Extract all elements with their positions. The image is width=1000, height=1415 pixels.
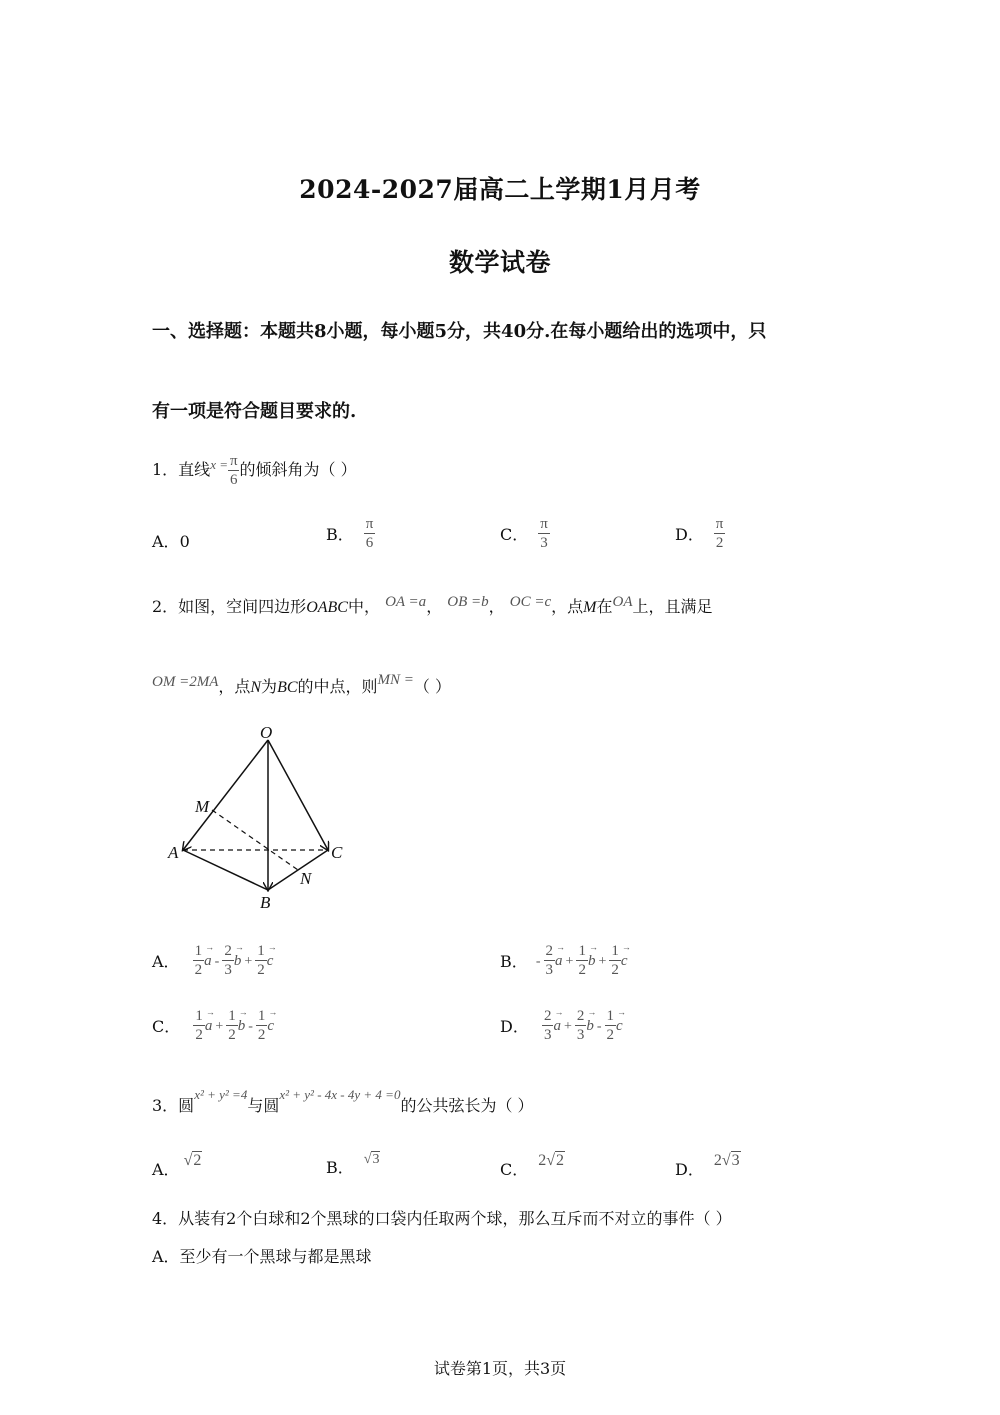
q2-option-c[interactable]: C． $\frac{1}{2}$ → a + $\frac{1}{2}$ → b - $\frac{1}{2}$ → c: [152, 1007, 274, 1044]
q3-option-c[interactable]: C． 2√2: [500, 1152, 565, 1179]
q1-option-b[interactable]: B． $\frac{\pi}{6}$: [326, 516, 374, 551]
q3-option-a[interactable]: A． √2: [152, 1152, 202, 1179]
question-1-fraction: $\frac{\pi}{6}$: [229, 453, 238, 488]
q2-option-d[interactable]: D． $\frac{2}{3}$ → a + $\frac{2}{3}$ → b - $\frac{1}{2}$ → c: [500, 1007, 623, 1044]
question-1: [152, 452, 357, 489]
q3-option-b[interactable]: B． √3: [326, 1152, 380, 1177]
question-1-lhs: x =: [210, 457, 228, 472]
section-heading-line2: 有一项是符合题目要求的.: [152, 401, 357, 422]
label-a: A: [168, 843, 179, 862]
q2-option-b[interactable]: B． - $\frac{2}{3}$ → a + $\frac{1}{2}$ → b + $\frac{1}{2}$ → c: [500, 942, 628, 979]
label-m: M: [195, 797, 210, 816]
vector-eq-ob: OB =b: [447, 594, 489, 610]
page-footer: 试卷第1页，共3页: [433, 1359, 567, 1378]
vector-eq-oa: OA =a: [385, 594, 427, 610]
question-1-rest: 的倾斜角为（ ）: [239, 460, 357, 479]
question-3: 3．圆$^{x^2 + y^2 =4}$与圆$^{x^2 + y^2 - 4x - 4y + 4 =0}$的公共弦长为（ ）: [152, 1087, 534, 1115]
label-o: O: [260, 723, 273, 742]
q1-option-d[interactable]: D． $\frac{\pi}{2}$: [675, 516, 724, 551]
section-heading-line1: 一、选择题：本题共8小题，每小题5分，共40分.在每小题给出的选项中，只: [152, 321, 767, 342]
question-1-number: 1．直线: [152, 460, 211, 479]
label-n: N: [300, 869, 312, 888]
q2-option-a[interactable]: A． $\frac{1}{2}$ → a - $\frac{2}{3}$ → b + $\frac{1}{2}$ → c: [152, 942, 273, 979]
q1-option-a[interactable]: A．0: [152, 532, 190, 551]
edge-oc: [268, 740, 328, 850]
question-2: 2．如图，空间四边形OABC中， OA =a， OB =b， OC =c，点M在OA上，且满足: [152, 594, 713, 616]
q3-option-d[interactable]: D． 2√3: [675, 1152, 740, 1179]
label-b: B: [260, 893, 271, 912]
q4-option-a[interactable]: A．至少有一个黑球与都是黑球: [152, 1247, 372, 1266]
segment-mn: [212, 810, 298, 870]
question-4: 4．从装有2个白球和2个黑球的口袋内任取两个球，那么互斥而不对立的事件（ ）: [152, 1209, 732, 1228]
tetrahedron-figure: [160, 718, 360, 918]
question-2-line2: OM =2MA，点N为BC的中点，则MN =（ ）: [152, 672, 451, 696]
edge-oa: [183, 740, 268, 850]
exam-title: 2024-2027届高二上学期1月月考: [299, 175, 701, 204]
label-c: C: [331, 843, 343, 862]
exam-subtitle: 数学试卷: [448, 248, 551, 277]
vector-eq-oc: OC =c: [509, 594, 552, 610]
circle-eq-2: x² + y² - 4x - 4y + 4 =0: [279, 1087, 401, 1102]
q1-option-c[interactable]: C． $\frac{\pi}{3}$: [500, 516, 548, 551]
edge-ab: [183, 850, 268, 890]
circle-eq-1: x² + y² =4: [194, 1087, 248, 1102]
